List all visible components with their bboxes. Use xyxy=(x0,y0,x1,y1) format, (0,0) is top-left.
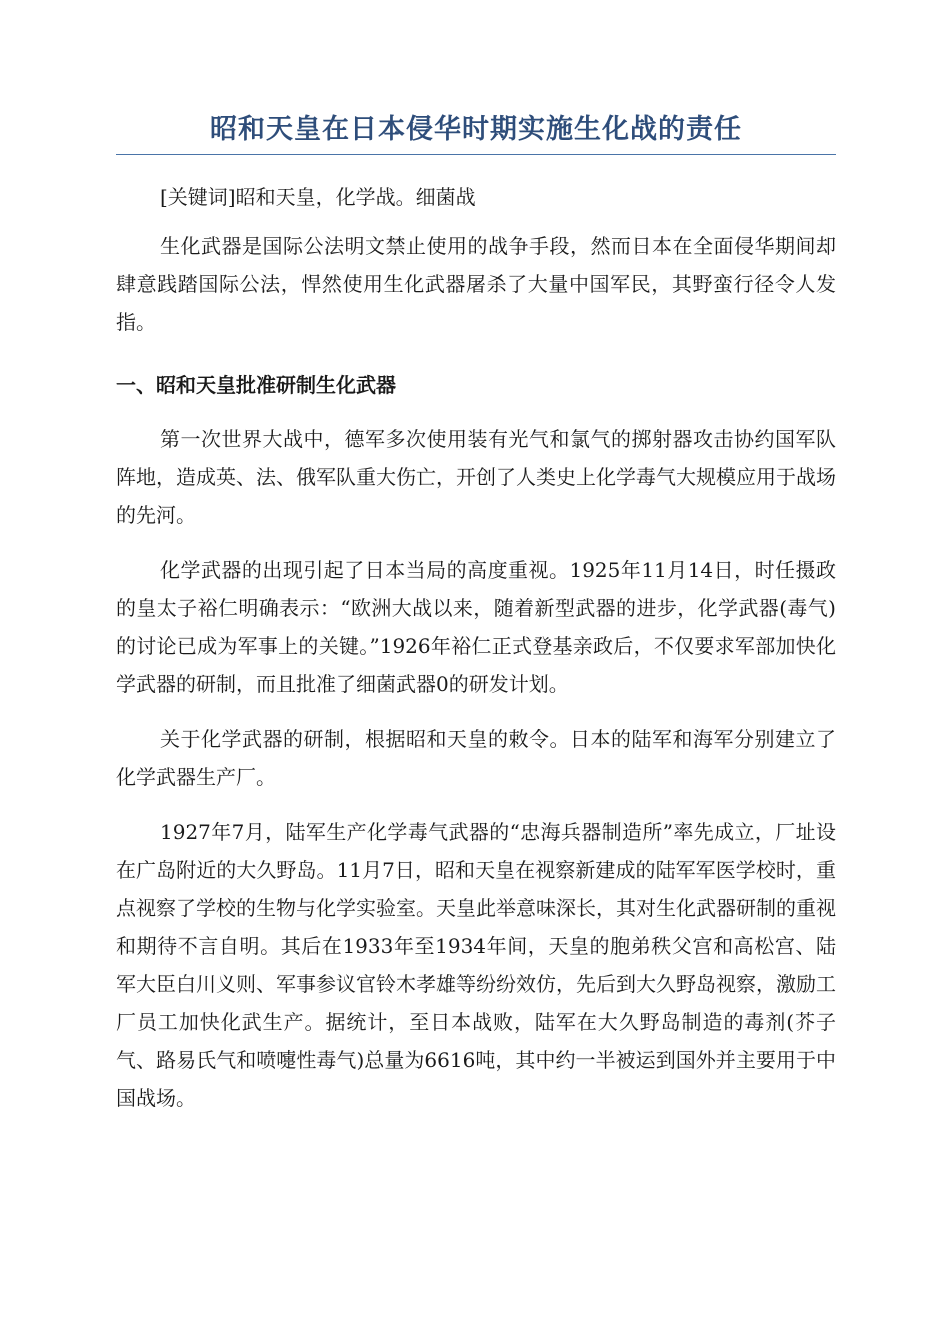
document-title: 昭和天皇在日本侵华时期实施生化战的责任 xyxy=(116,108,836,155)
document-page xyxy=(116,108,836,1117)
intro-paragraph: 生化武器是国际公法明文禁止使用的战争手段，然而日本在全面侵华期间却肆意践踏国际公法，悍然使用生化武器屠杀了大量中国军民，其野蛮行径令人发指。 xyxy=(116,234,836,334)
body-paragraph: 关于化学武器的研制，根据昭和天皇的敕令。日本的陆军和海军分别建立了化学武器生产厂。 xyxy=(116,727,836,789)
body-paragraph: 第一次世界大战中，德军多次使用装有光气和氯气的掷射器攻击协约国军队阵地，造成英、法、俄军队重大伤亡，开创了人类史上化学毒气大规模应用于战场的先河。 xyxy=(116,427,836,527)
section-heading: 一、昭和天皇批准研制生化武器 xyxy=(116,373,396,397)
body-paragraph: 1927年7月，陆军生产化学毒气武器的“忠海兵器制造所”率先成立，厂址设在广岛附近的大久野岛。11月7日，昭和天皇在视察新建成的陆军军医学校时，重点视察了学校的生物与化学实验室。天皇此举意味深长，其对生化武器研制的重视和期待不言自明。其后在1933年至1934年间，天皇的胞弟秩父宫和高松宫、陆军大臣白川义则、军事参议官铃木孝雄等纷纷效仿，先后到大久野岛视察，激励工厂员工加快化武生产。据统计，至日本战败，陆军在大久野岛制造的毒剂(芥子气、路易氏气和喷嚏性毒气)总量为6616吨，其中约一半被运到国外并主要用于中国战场。 xyxy=(116,820,836,1110)
body-paragraph: 化学武器的出现引起了日本当局的高度重视。1925年11月14日，时任摄政的皇太子裕仁明确表示：“欧洲大战以来，随着新型武器的进步，化学武器(毒气)的讨论已成为军事上的关键。”1926年裕仁正式登基亲政后，不仅要求军部加快化学武器的研制，而且批准了细菌武器0的研发计划。 xyxy=(116,558,836,696)
keywords-line: [关键词]昭和天皇，化学战。细菌战 xyxy=(160,185,476,209)
